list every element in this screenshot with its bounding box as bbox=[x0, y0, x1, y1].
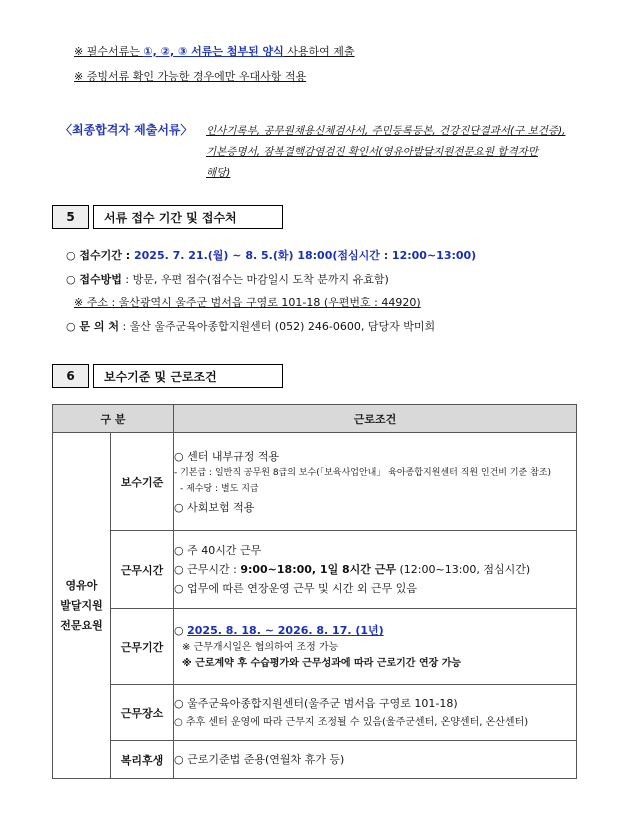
condition-line bbox=[174, 560, 576, 579]
salary-conditions bbox=[174, 433, 577, 531]
header-conditions: 근로조건 bbox=[174, 405, 577, 433]
condition-line: ○ 근로기준법 준용(연월차 휴가 등) bbox=[174, 753, 345, 766]
note-post-text: 사용하여 제출 bbox=[283, 45, 355, 58]
receipt-contact-value: : 울산 울주군육아종합지원센터 (052) 246-0600, 담당자 박미희 bbox=[118, 320, 436, 333]
final-docs-list bbox=[206, 121, 565, 184]
location-conditions bbox=[174, 685, 577, 741]
final-docs-line: 해당) bbox=[206, 167, 231, 179]
condition-line: - 제수당 : 별도 지급 bbox=[180, 483, 259, 494]
note-mark: ※ bbox=[74, 70, 84, 83]
table-row bbox=[53, 531, 577, 609]
table-row bbox=[53, 609, 577, 685]
note-bold-text: ①, ②, ③ 서류는 첨부된 양식 bbox=[143, 45, 284, 58]
group-label-line: 발달지원 bbox=[60, 598, 103, 612]
condition-line: ○ 업무에 따른 연장운영 근무 및 시간 외 근무 있음 bbox=[174, 582, 417, 595]
header-category: 구 분 bbox=[53, 405, 174, 433]
receipt-period bbox=[66, 247, 476, 263]
note-preference bbox=[74, 68, 306, 84]
note-text: 증빙서류 확인 가능한 경우에만 우대사항 적용 bbox=[86, 70, 307, 83]
condition-line: ○ 추후 센터 운영에 따라 근무지 조정될 수 있음(울주군센터, 온양센터, 온산센터) bbox=[174, 716, 529, 728]
period-value: 2025. 8. 18. ~ 2026. 8. 17. (1년) bbox=[187, 624, 384, 637]
note-mark: ※ bbox=[74, 45, 84, 58]
receipt-contact-label: ○ 문 의 처 bbox=[66, 320, 119, 333]
table-row bbox=[53, 685, 577, 741]
receipt-contact bbox=[66, 318, 435, 334]
table-row bbox=[53, 741, 577, 779]
row-label-salary: 보수기준 bbox=[111, 433, 174, 531]
section-5-number: 5 bbox=[52, 205, 89, 229]
table-row bbox=[53, 433, 577, 531]
condition-line: ○ 울주군육아종합지원센터(울주군 범서읍 구영로 101-18) bbox=[174, 696, 458, 710]
note-pre bbox=[83, 45, 143, 58]
receipt-period-value: 2025. 7. 21.(월) ~ 8. 5.(화) 18:00(점심시간 : 12:00~13:00) bbox=[134, 249, 477, 262]
group-label bbox=[53, 433, 111, 779]
row-label-welfare: 복리후생 bbox=[111, 741, 174, 779]
period-conditions bbox=[174, 609, 577, 685]
group-label-line: 영유아 bbox=[65, 578, 98, 592]
section-6-number: 6 bbox=[52, 364, 89, 388]
receipt-address: ※ 주소 : 울산광역시 울주군 범서읍 구영로 101-18 (우편번호 : 44920) bbox=[74, 296, 421, 309]
condition-line: ○ 사회보험 적용 bbox=[174, 500, 255, 514]
condition-line: ※ 근로계약 후 수습평가와 근무성과에 따라 근로기간 연장 가능 bbox=[182, 658, 462, 669]
hours-conditions bbox=[174, 531, 577, 609]
final-docs-line: 인사기록부, 공무원채용신체검사서, 주민등록등본, 건강진단결과서(구 보건증), bbox=[206, 125, 566, 137]
section-5-title: 서류 접수 기간 및 접수처 bbox=[93, 205, 283, 229]
hours-value: 9:00~18:00, 1일 8시간 근무 bbox=[240, 563, 397, 576]
group-label-line: 전문요원 bbox=[60, 618, 103, 632]
receipt-method bbox=[66, 271, 389, 287]
final-docs-line: 기본증명서, 잠복결핵감염검진 확인서(영유아발달지원전문요원 합격자만 bbox=[206, 146, 538, 158]
condition-line bbox=[174, 621, 576, 640]
receipt-method-value: : 방문, 우편 접수(접수는 마감일시 도착 분까지 유효함) bbox=[121, 273, 389, 286]
receipt-method-label: ○ 접수방법 bbox=[66, 273, 122, 286]
note-pre-text: 필수서류는 bbox=[86, 45, 144, 58]
work-conditions-table bbox=[52, 404, 577, 779]
note-required-docs bbox=[74, 43, 355, 59]
condition-line: ○ 센터 내부규정 적용 bbox=[174, 449, 280, 463]
welfare-conditions bbox=[174, 741, 577, 779]
section-6-title: 보수기준 및 근로조건 bbox=[93, 364, 283, 388]
period-mark: ○ bbox=[174, 624, 188, 637]
hours-label: ○ 근무시간 : bbox=[174, 563, 241, 576]
final-docs-label: 〈최종합격자 제출서류〉 bbox=[60, 123, 193, 137]
row-label-hours: 근무시간 bbox=[111, 531, 174, 609]
condition-line: ○ 주 40시간 근무 bbox=[174, 544, 262, 557]
condition-line: - 기본급 : 일반직 공무원 8급의 보수(「보육사업안내」 육아종합지원센터 직원 인건비 기준 참조) bbox=[174, 467, 551, 478]
receipt-period-label: ○ 접수기간 : bbox=[66, 249, 134, 262]
table-header-row bbox=[53, 405, 577, 433]
hours-lunch: (12:00~13:00, 점심시간) bbox=[396, 563, 531, 576]
condition-line: ※ 근무개시일은 협의하여 조정 가능 bbox=[182, 642, 339, 653]
row-label-location: 근무장소 bbox=[111, 685, 174, 741]
row-label-period: 근무기간 bbox=[111, 609, 174, 685]
